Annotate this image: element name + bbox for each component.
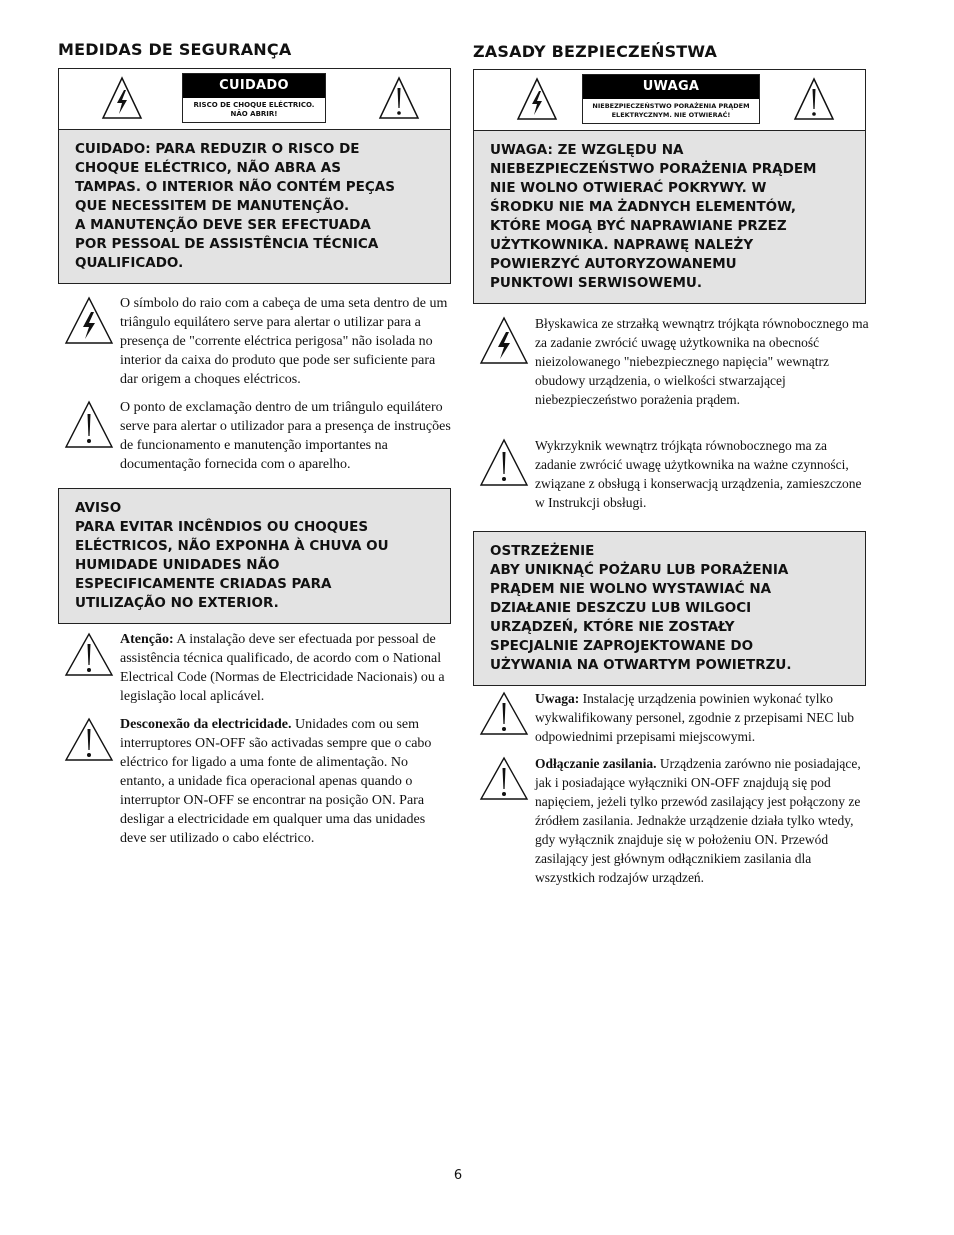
disconnect-label: Desconexão da electricidade. xyxy=(120,717,292,732)
attention-label: Uwaga: xyxy=(535,691,580,706)
lightning-warning-triangle-icon xyxy=(479,316,529,366)
exclamation-warning-triangle-icon xyxy=(64,632,114,678)
caution-badge xyxy=(182,73,326,123)
exclamation-explanation-text: O ponto de exclamação dentro de um triângulo equilátero serve para alertar o utilizador para a presença de instruções de funcionamento e manutenção importantes na documentação fornecida com o aparelho. xyxy=(120,400,451,472)
caution-text-block xyxy=(474,131,865,303)
notice-line: OSTRZEŻENIE xyxy=(490,543,595,559)
installation-attention xyxy=(64,630,454,706)
notice-line: SPECJALNIE ZAPROJEKTOWANE DO xyxy=(490,638,754,654)
caution-badge-title: UWAGA xyxy=(583,75,759,99)
exclamation-warning-triangle-icon xyxy=(479,691,529,737)
caution-box-header xyxy=(474,70,865,131)
section-heading: MEDIDAS DE SEGURANÇA xyxy=(58,40,292,59)
lightning-symbol-explanation xyxy=(479,314,869,409)
installation-attention xyxy=(479,689,869,746)
notice-line: DZIAŁANIE DESZCZU LUB WILGOCI xyxy=(490,600,752,616)
lightning-warning-triangle-icon xyxy=(101,76,143,120)
installation-attention-text xyxy=(120,630,454,706)
attention-body: Instalację urządzenia powinien wykonać tylko wykwalifikowany personel, zgodnie z przepisami NEC lub odpowiednimi przepisami miejscowymi. xyxy=(535,691,855,744)
notice-line: UŻYWANIA NA OTWARTYM POWIETRZU. xyxy=(490,657,792,673)
caution-line: CHOQUE ELÉCTRICO, NÃO ABRA AS xyxy=(75,160,341,176)
fire-shock-notice xyxy=(473,531,866,686)
caution-line: NIE WOLNO OTWIERAĆ POKRYWY. W xyxy=(490,180,767,196)
caution-badge-text: NIEBEZPIECZEŃSTWO PORAŻENIA PRĄDEM ELEKTRYCZNYM. NIE OTWIERAĆ! xyxy=(592,102,750,119)
lightning-warning-triangle-icon xyxy=(516,77,558,121)
caution-box xyxy=(58,68,451,284)
fire-shock-notice xyxy=(58,488,451,624)
notice-line: URZĄDZEŃ, KTÓRE NIE ZOSTAŁY xyxy=(490,619,735,635)
notice-line: ABY UNIKNĄĆ POŻARU LUB PORAŻENIA xyxy=(490,562,789,578)
caution-line: PUNKTOWI SERWISOWEMU. xyxy=(490,275,703,291)
disconnect-label: Odłączanie zasilania. xyxy=(535,756,657,771)
exclamation-symbol-explanation xyxy=(64,398,454,474)
caution-box-header xyxy=(59,69,450,130)
section-heading: ZASADY BEZPIECZEŃSTWA xyxy=(473,42,718,61)
exclamation-warning-triangle-icon xyxy=(793,77,835,121)
lightning-warning-triangle-icon xyxy=(64,296,114,346)
power-disconnect xyxy=(64,715,454,848)
lightning-explanation-text: O símbolo do raio com a cabeça de uma seta dentro de um triângulo equilátero serve para alertar o utilizar para a presença de "corrente eléctrica perigosa" não isolada no interior da caixa do produto que pode ser suficiente para dar origem a choques eléctricos. xyxy=(120,296,448,387)
attention-body: A instalação deve ser efectuada por pessoal de assistência técnica qualificado, de acordo com o National Electrical Code (Normas de Electricidade Nacionais) ou a legislação local aplicável. xyxy=(120,632,445,704)
notice-line: ELÉCTRICOS, NÃO EXPONHA À CHUVA OU xyxy=(75,538,389,554)
power-disconnect-text xyxy=(120,715,454,848)
exclamation-symbol-explanation xyxy=(479,436,869,512)
notice-line: AVISO xyxy=(75,500,122,516)
exclamation-warning-triangle-icon xyxy=(479,438,529,488)
caution-box xyxy=(473,69,866,304)
caution-line: A MANUTENÇÃO DEVE SER EFECTUADA xyxy=(75,217,371,233)
caution-line: POR PESSOAL DE ASSISTÊNCIA TÉCNICA xyxy=(75,236,379,252)
caution-line: POWIERZYĆ AUTORYZOWANEMU xyxy=(490,256,737,272)
exclamation-warning-triangle-icon xyxy=(64,400,114,450)
notice-line: PARA EVITAR INCÊNDIOS OU CHOQUES xyxy=(75,519,369,535)
caution-line: CUIDADO: PARA REDUZIR O RISCO DE xyxy=(75,141,360,157)
exclamation-warning-triangle-icon xyxy=(64,717,114,763)
lightning-explanation-text: Błyskawica ze strzałką wewnątrz trójkąta równobocznego ma za zadanie zwrócić uwagę użytkownika na obecność nieizolowanego "niebezpiecznego napięcia" wewnątrz obudowy urządzenia, o wielkości stwarzającej niebezpieczeństwo porażenia prądem. xyxy=(535,316,869,407)
installation-attention-text xyxy=(535,689,869,746)
caution-badge-text: RISCO DE CHOQUE ELÉCTRICO. NÃO ABRIR! xyxy=(193,101,315,118)
caution-line: KTÓRE MOGĄ BYĆ NAPRAWIANE PRZEZ xyxy=(490,218,787,234)
exclamation-warning-triangle-icon xyxy=(479,756,529,802)
power-disconnect xyxy=(479,754,869,887)
lightning-symbol-explanation xyxy=(64,294,454,389)
notice-line: PRĄDEM NIE WOLNO WYSTAWIAĆ NA xyxy=(490,581,772,597)
caution-badge-title: CUIDADO xyxy=(183,74,325,98)
caution-line: NIEBEZPIECZEŃSTWO PORAŻENIA PRĄDEM xyxy=(490,161,817,177)
power-disconnect-text xyxy=(535,754,869,887)
disconnect-body: Urządzenia zarówno nie posiadające, jak i posiadające wyłączniki ON-OFF znajdują się pod napięciem, jeżeli tylko przewód zasilający jest połączony ze źródłem zasilania. Jednakże urządzenie działa tylko wtedy, gdy wyłącznik znajduje się w położeniu ON. Przewód zasilający jest głównym odłącznikiem zasilania dla wszystkich rodzajów urządzeń. xyxy=(535,756,861,885)
caution-line: QUE NECESSITEM DE MANUTENÇÃO. xyxy=(75,198,350,214)
caution-line: UWAGA: ZE WZGLĘDU NA xyxy=(490,142,684,158)
exclamation-explanation-text: Wykrzyknik wewnątrz trójkąta równobocznego ma za zadanie zwrócić uwagę użytkownika na ważne czynności, związane z obsługą i konserwacją urządzenia, zamieszczone w Instrukcji obsługi. xyxy=(535,438,862,510)
caution-line: UŻYTKOWNIKA. NAPRAWĘ NALEŻY xyxy=(490,237,754,253)
notice-line: UTILIZAÇÃO NO EXTERIOR. xyxy=(75,595,279,611)
notice-line: ESPECIFICAMENTE CRIADAS PARA xyxy=(75,576,332,592)
caution-badge xyxy=(582,74,760,124)
disconnect-body: Unidades com ou sem interruptores ON-OFF são activadas sempre que o cabo eléctrico for ligado a uma fonte de alimentação. No entanto, a unidade fica operacional apenas quando o interruptor ON-OFF se encontrar na posição ON. Para desligar a electricidade em qualquer uma das unidades deve ser utilizado o cabo eléctrico. xyxy=(120,717,432,846)
notice-line: HUMIDADE UNIDADES NÃO xyxy=(75,557,280,573)
attention-label: Atenção: xyxy=(120,632,174,647)
page-number: 6 xyxy=(453,1168,463,1183)
caution-text-block xyxy=(59,130,450,283)
caution-line: QUALIFICADO. xyxy=(75,255,184,271)
caution-line: TAMPAS. O INTERIOR NÃO CONTÉM PEÇAS xyxy=(75,179,395,195)
caution-line: ŚRODKU NIE MA ŻADNYCH ELEMENTÓW, xyxy=(490,199,797,215)
exclamation-warning-triangle-icon xyxy=(378,76,420,120)
